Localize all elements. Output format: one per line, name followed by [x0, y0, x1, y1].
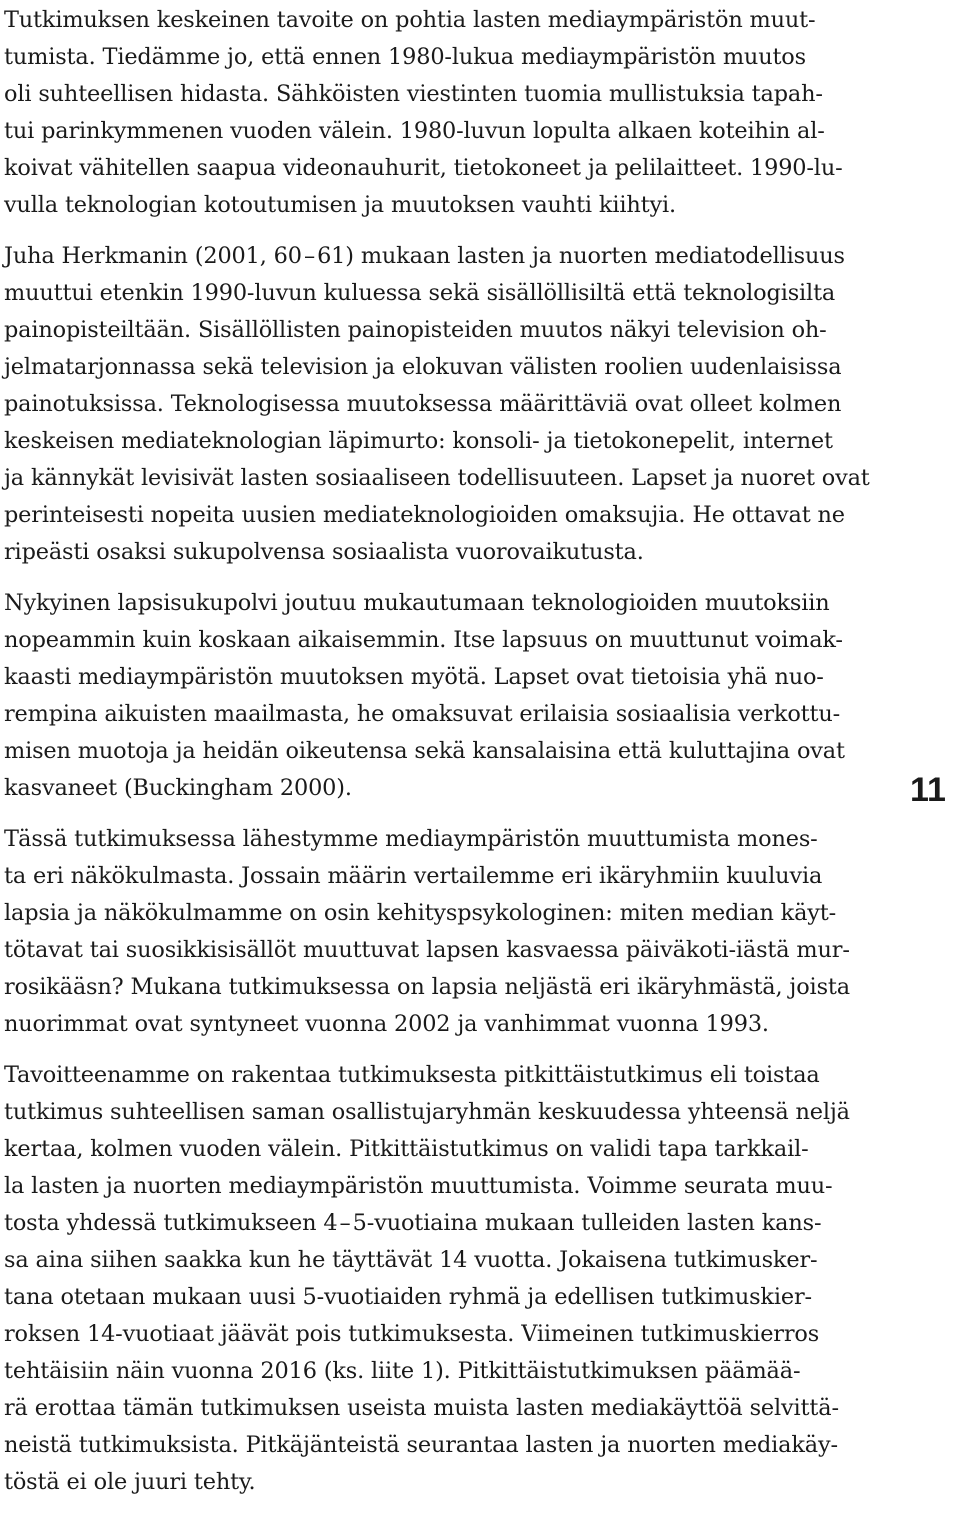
text-line: neistä tutkimuksista. Pitkäjänteistä seurantaa lasten ja nuorten mediakäy-: [4, 1432, 838, 1458]
text-line: Juha Herkmanin (2001, 60 – 61) mukaan lasten ja nuorten mediatodellisuus: [4, 243, 845, 269]
text-line: lapsia ja näkökulmamme on osin kehityspsykologinen: miten median käyt-: [4, 900, 837, 926]
text-line: nopeammin kuin koskaan aikaisemmin. Itse lapsuus on muuttunut voimak-: [4, 627, 843, 653]
text-line: tötavat tai suosikkisisällöt muuttuvat lapsen kasvaessa päiväkoti-iästä mur-: [4, 937, 850, 963]
text-line: keskeisen mediateknologian läpimurto: konsoli- ja tietokonepelit, internet: [4, 428, 833, 454]
text-line: ja kännykät levisivät lasten sosiaaliseen todellisuuteen. Lapset ja nuoret ovat: [4, 465, 870, 491]
text-line: Tässä tutkimuksessa lähestymme mediaympäristön muuttumista mones-: [4, 826, 818, 852]
text-line: tumista. Tiedämme jo, että ennen 1980-lukua mediaympäristön muutos: [4, 44, 806, 70]
text-line: tana otetaan mukaan uusi 5-vuotiaiden ryhmä ja edellisen tutkimuskier-: [4, 1284, 812, 1310]
text-line: perinteisesti nopeita uusien mediateknologioiden omaksujia. He ottavat ne: [4, 502, 845, 528]
text-line: sa aina siihen saakka kun he täyttävät 14 vuotta. Jokaisena tutkimusker-: [4, 1247, 818, 1273]
text-line: kertaa, kolmen vuoden välein. Pitkittäistutkimus on validi tapa tarkkail-: [4, 1136, 809, 1162]
paragraph-2: [4, 238, 872, 571]
text-line: oli suhteellisen hidasta. Sähköisten viestinten tuomia mullistuksia tapah-: [4, 81, 823, 107]
text-line: Tutkimuksen keskeinen tavoite on pohtia lasten mediaympäristön muut-: [4, 7, 816, 33]
text-line: misen muotoja ja heidän oikeutensa sekä kansalaisina että kuluttajina ovat: [4, 738, 845, 764]
text-line: ta eri näkökulmasta. Jossain määrin vertailemme eri ikäryhmiin kuuluvia: [4, 863, 823, 889]
page-number: 11: [910, 771, 946, 809]
text-line: jelmatarjonnassa sekä television ja elokuvan välisten roolien uudenlaisissa: [4, 354, 842, 380]
text-line: rosikääsn? Mukana tutkimuksessa on lapsia neljästä eri ikäryhmästä, joista: [4, 974, 850, 1000]
text-line: koivat vähitellen saapua videonauhurit, tietokoneet ja pelilaitteet. 1990-lu-: [4, 155, 843, 181]
paragraph-1: [4, 2, 872, 224]
text-line: kaasti mediaympäristön muutoksen myötä. Lapset ovat tietoisia yhä nuo-: [4, 664, 824, 690]
text-line: Tavoitteenamme on rakentaa tutkimuksesta pitkittäistutkimus eli toistaa: [4, 1062, 820, 1088]
text-line: rempina aikuisten maailmasta, he omaksuvat erilaisia sosiaalisia verkottu-: [4, 701, 841, 727]
text-line: tehtäisiin näin vuonna 2016 (ks. liite 1). Pitkittäistutkimuksen päämää-: [4, 1358, 801, 1384]
paragraph-5: [4, 1057, 872, 1501]
text-line: roksen 14-vuotiaat jäävät pois tutkimuksesta. Viimeinen tutkimuskierros: [4, 1321, 820, 1347]
text-line: painotuksissa. Teknologisessa muutoksessa määrittäviä ovat olleet kolmen: [4, 391, 842, 417]
text-line: tosta yhdessä tutkimukseen 4 – 5-vuotiaina mukaan tulleiden lasten kans-: [4, 1210, 822, 1236]
text-line: töstä ei ole juuri tehty.: [4, 1469, 256, 1495]
body-text: [4, 2, 872, 1501]
text-line: vulla teknologian kotoutumisen ja muutoksen vauhti kiihtyi.: [4, 192, 676, 218]
text-line: tui parinkymmenen vuoden välein. 1980-luvun lopulta alkaen koteihin al-: [4, 118, 825, 144]
text-line: tutkimus suhteellisen saman osallistujaryhmän keskuudessa yhteensä neljä: [4, 1099, 850, 1125]
text-line: nuorimmat ovat syntyneet vuonna 2002 ja vanhimmat vuonna 1993.: [4, 1011, 769, 1037]
text-line: rä erottaa tämän tutkimuksen useista muista lasten mediakäyttöä selvittä-: [4, 1395, 839, 1421]
text-line: Nykyinen lapsisukupolvi joutuu mukautumaan teknologioiden muutoksiin: [4, 590, 830, 616]
text-line: ripeästi osaksi sukupolvensa sosiaalista vuorovaikutusta.: [4, 539, 644, 565]
text-line: painopisteiltään. Sisällöllisten painopisteiden muutos näkyi television oh-: [4, 317, 827, 343]
text-line: muuttui etenkin 1990-luvun kuluessa sekä sisällöllisiltä että teknologisilta: [4, 280, 836, 306]
text-line: la lasten ja nuorten mediaympäristön muuttumista. Voimme seurata muu-: [4, 1173, 833, 1199]
paragraph-3: [4, 585, 872, 807]
text-line: kasvaneet (Buckingham 2000).: [4, 775, 352, 801]
paragraph-4: [4, 821, 872, 1043]
